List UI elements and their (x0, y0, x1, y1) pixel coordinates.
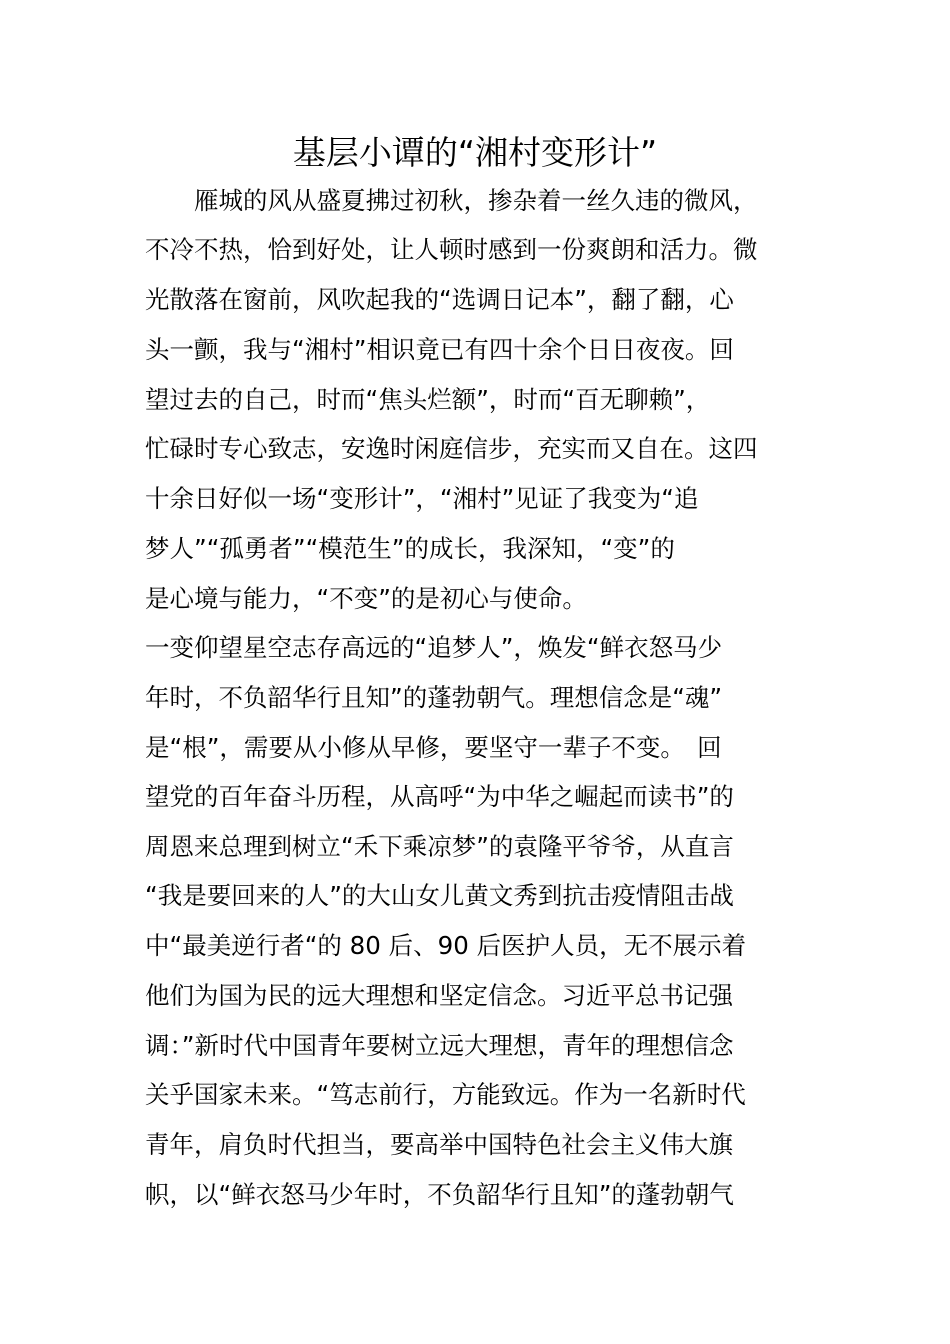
body-line: 关乎国家未来。“笃志前行，方能致远。作为一名新时代 (145, 1080, 746, 1109)
body-line: 他们为国为民的远大理想和坚定信念。习近平总书记强 (145, 981, 733, 1010)
body-line: 是“根”，需要从小修从早修，要坚守一辈子不变。 回 (145, 733, 722, 762)
body-line: 帜，以“鲜衣怒马少年时，不负韶华行且知”的蓬勃朝气 (145, 1180, 734, 1209)
body-line: 梦人”“孤勇者”“模范生”的成长，我深知，“变”的 (145, 534, 675, 563)
body-line: 光散落在窗前，风吹起我的“选调日记本”，翻了翻，心 (145, 285, 734, 314)
body-line: 是心境与能力，“不变”的是初心与使命。 (145, 584, 587, 613)
body-line: 青年，肩负时代担当，要高举中国特色社会主义伟大旗 (145, 1130, 733, 1159)
body-line: 雁城的风从盛夏拂过初秋，掺杂着一丝久违的微风， (145, 186, 758, 215)
body-line: 忙碌时专心致志，安逸时闲庭信步，充实而又自在。这四 (145, 434, 758, 463)
body-line: 一变仰望星空志存高远的“追梦人”，焕发“鲜衣怒马少 (145, 633, 723, 662)
body-line: “我是要回来的人”的大山女儿黄文秀到抗击疫情阻击战 (145, 881, 734, 910)
document-title: 基层小谭的“湘村变形计” (292, 133, 658, 172)
body-line: 望过去的自己，时而“焦头烂额”，时而“百无聊赖”， (145, 385, 711, 414)
body-line: 年时，不负韶华行且知”的蓬勃朝气。理想信念是“魂” (145, 683, 723, 712)
body-line: 十余日好似一场“变形计”，“湘村”见证了我变为“追 (145, 484, 699, 513)
body-line: 周恩来总理到树立“禾下乘凉梦”的袁隆平爷爷，从直言 (145, 832, 734, 861)
body-line: 调：”新时代中国青年要树立远大理想，青年的理想信念 (145, 1031, 734, 1060)
body-line: 望党的百年奋斗历程，从高呼“为中华之崛起而读书”的 (145, 782, 734, 811)
body-line: 中“最美逆行者“的 80 后、90 后医护人员，无不展示着 (145, 931, 747, 960)
body-line: 头一颤，我与“湘村”相识竟已有四十余个日日夜夜。回 (145, 335, 734, 364)
body-line: 不冷不热，恰到好处，让人顿时感到一份爽朗和活力。微 (145, 235, 758, 264)
